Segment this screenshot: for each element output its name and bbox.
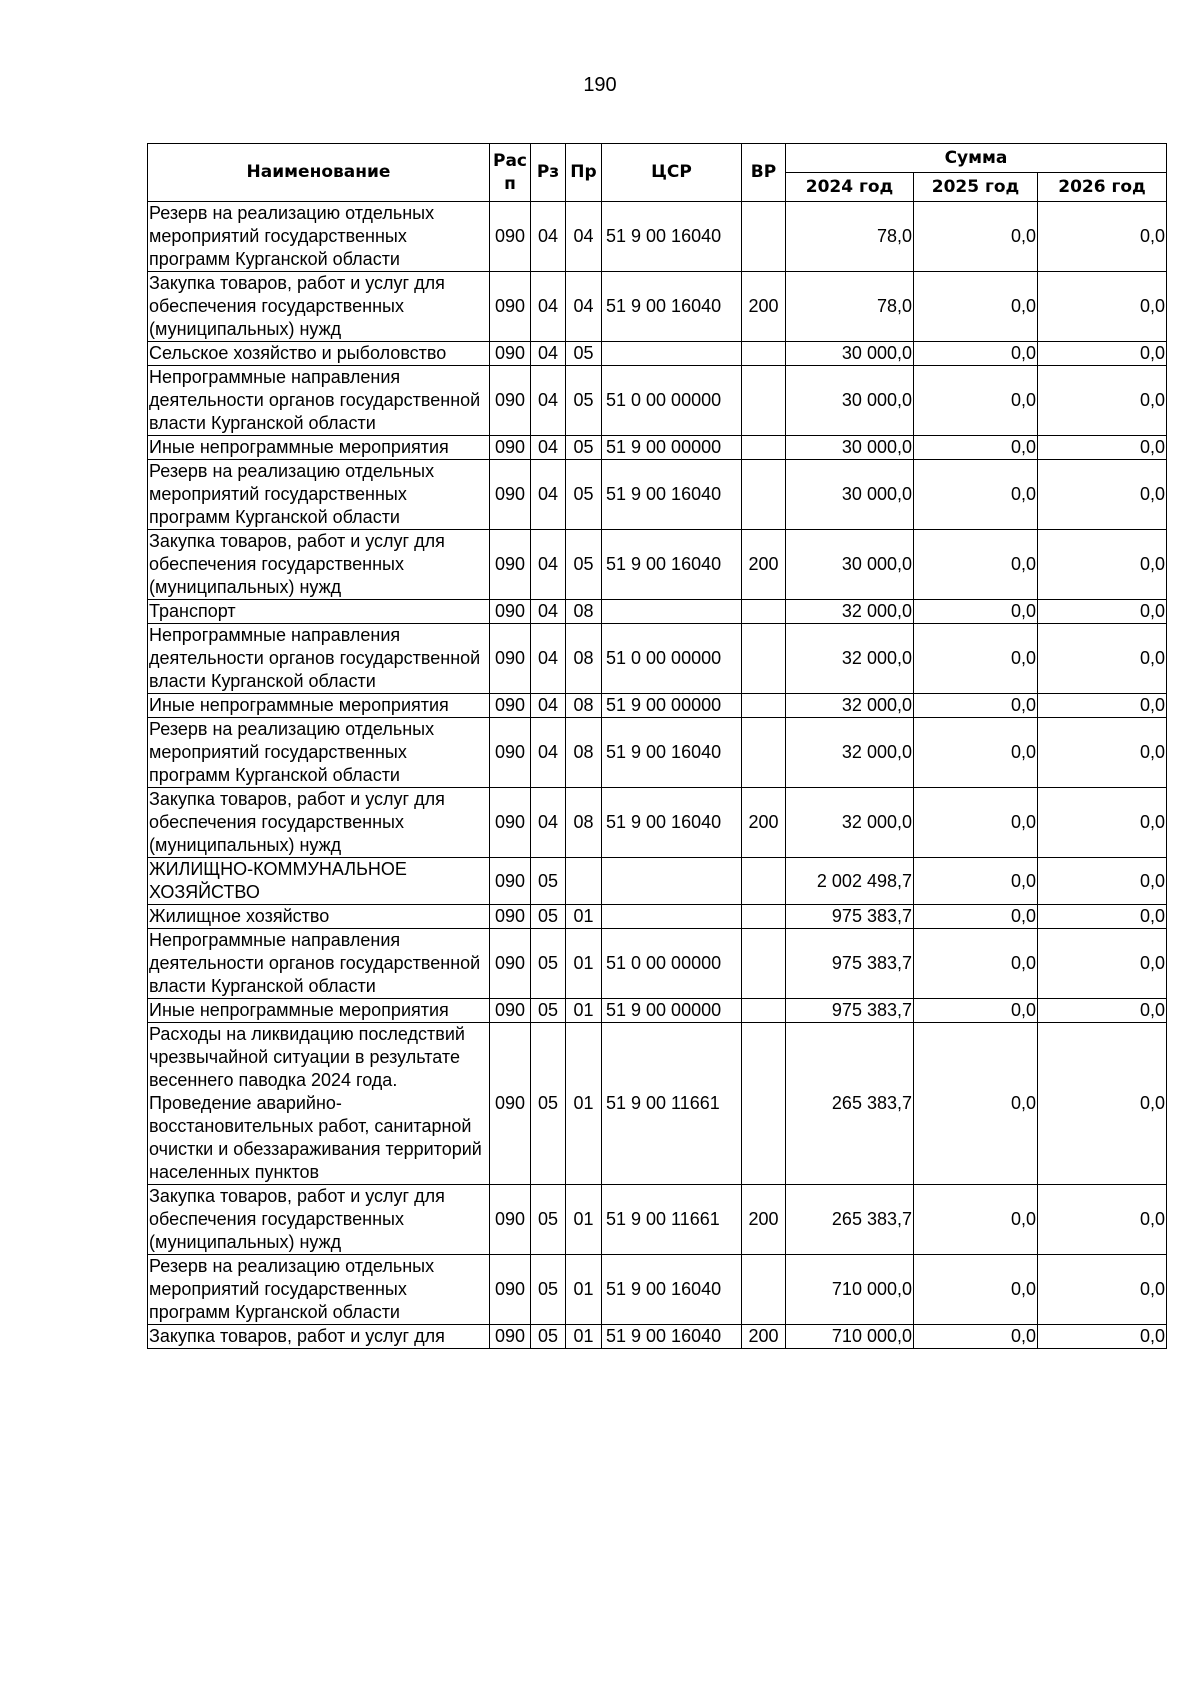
cell-pr: 01 bbox=[566, 1023, 602, 1185]
cell-2024: 30 000,0 bbox=[786, 342, 914, 366]
header-rasp: Рас п bbox=[490, 144, 531, 202]
cell-name: Закупка товаров, работ и услуг для bbox=[148, 1325, 490, 1349]
cell-rasp: 090 bbox=[490, 929, 531, 999]
cell-vr: 200 bbox=[742, 1325, 786, 1349]
cell-pr: 05 bbox=[566, 366, 602, 436]
cell-csr: 51 9 00 16040 bbox=[602, 1325, 742, 1349]
cell-csr: 51 9 00 11661 bbox=[602, 1185, 742, 1255]
cell-csr: 51 9 00 16040 bbox=[602, 202, 742, 272]
cell-2025: 0,0 bbox=[914, 272, 1038, 342]
cell-2025: 0,0 bbox=[914, 999, 1038, 1023]
cell-2026: 0,0 bbox=[1038, 1023, 1167, 1185]
cell-name: Сельское хозяйство и рыболовство bbox=[148, 342, 490, 366]
cell-pr: 08 bbox=[566, 694, 602, 718]
cell-2025: 0,0 bbox=[914, 460, 1038, 530]
cell-name: Иные непрограммные мероприятия bbox=[148, 694, 490, 718]
table-row bbox=[148, 366, 1167, 436]
table-body bbox=[148, 202, 1167, 1349]
cell-name: Расходы на ликвидацию последствий чрезвычайной ситуации в результате весеннего паводка 2024 года. Проведение аварийно-восстановительных работ, санитарной очистки и обеззараживания территорий населенных пунктов bbox=[148, 1023, 490, 1185]
cell-csr: 51 0 00 00000 bbox=[602, 366, 742, 436]
cell-2024: 32 000,0 bbox=[786, 788, 914, 858]
cell-name: Непрограммные направления деятельности органов государственной власти Курганской области bbox=[148, 929, 490, 999]
cell-rasp: 090 bbox=[490, 202, 531, 272]
cell-name: Резерв на реализацию отдельных мероприятий государственных программ Курганской области bbox=[148, 1255, 490, 1325]
cell-pr bbox=[566, 858, 602, 905]
table-row bbox=[148, 694, 1167, 718]
cell-2024: 32 000,0 bbox=[786, 694, 914, 718]
cell-csr bbox=[602, 342, 742, 366]
cell-name: ЖИЛИЩНО-КОММУНАЛЬНОЕ ХОЗЯЙСТВО bbox=[148, 858, 490, 905]
cell-2026: 0,0 bbox=[1038, 272, 1167, 342]
header-name: Наименование bbox=[148, 144, 490, 202]
cell-csr bbox=[602, 600, 742, 624]
header-vr: ВР bbox=[742, 144, 786, 202]
cell-rasp: 090 bbox=[490, 1325, 531, 1349]
cell-rz: 04 bbox=[531, 530, 566, 600]
cell-2026: 0,0 bbox=[1038, 460, 1167, 530]
cell-2026: 0,0 bbox=[1038, 929, 1167, 999]
cell-rasp: 090 bbox=[490, 460, 531, 530]
cell-name: Резерв на реализацию отдельных мероприятий государственных программ Курганской области bbox=[148, 718, 490, 788]
cell-2026: 0,0 bbox=[1038, 342, 1167, 366]
table-row bbox=[148, 272, 1167, 342]
cell-2024: 2 002 498,7 bbox=[786, 858, 914, 905]
cell-2025: 0,0 bbox=[914, 1255, 1038, 1325]
cell-2025: 0,0 bbox=[914, 1023, 1038, 1185]
table-row bbox=[148, 624, 1167, 694]
cell-2026: 0,0 bbox=[1038, 694, 1167, 718]
cell-name: Иные непрограммные мероприятия bbox=[148, 999, 490, 1023]
cell-2026: 0,0 bbox=[1038, 624, 1167, 694]
cell-pr: 04 bbox=[566, 272, 602, 342]
cell-2026: 0,0 bbox=[1038, 366, 1167, 436]
cell-2024: 265 383,7 bbox=[786, 1023, 914, 1185]
cell-name: Закупка товаров, работ и услуг для обеспечения государственных (муниципальных) нужд bbox=[148, 788, 490, 858]
cell-2026: 0,0 bbox=[1038, 905, 1167, 929]
table-row bbox=[148, 1023, 1167, 1185]
cell-vr bbox=[742, 202, 786, 272]
cell-2025: 0,0 bbox=[914, 788, 1038, 858]
table-row bbox=[148, 342, 1167, 366]
table-row bbox=[148, 999, 1167, 1023]
cell-rasp: 090 bbox=[490, 366, 531, 436]
cell-2025: 0,0 bbox=[914, 694, 1038, 718]
cell-2026: 0,0 bbox=[1038, 202, 1167, 272]
cell-vr: 200 bbox=[742, 788, 786, 858]
table-row bbox=[148, 600, 1167, 624]
cell-rasp: 090 bbox=[490, 600, 531, 624]
table-row bbox=[148, 905, 1167, 929]
cell-rz: 04 bbox=[531, 272, 566, 342]
cell-2025: 0,0 bbox=[914, 202, 1038, 272]
cell-vr bbox=[742, 858, 786, 905]
cell-2024: 32 000,0 bbox=[786, 718, 914, 788]
cell-name: Непрограммные направления деятельности органов государственной власти Курганской области bbox=[148, 624, 490, 694]
cell-2024: 30 000,0 bbox=[786, 366, 914, 436]
cell-2024: 710 000,0 bbox=[786, 1325, 914, 1349]
cell-csr: 51 9 00 16040 bbox=[602, 460, 742, 530]
table-header bbox=[148, 144, 1167, 202]
cell-name: Закупка товаров, работ и услуг для обеспечения государственных (муниципальных) нужд bbox=[148, 530, 490, 600]
cell-name: Резерв на реализацию отдельных мероприятий государственных программ Курганской области bbox=[148, 202, 490, 272]
cell-2024: 78,0 bbox=[786, 202, 914, 272]
table-row bbox=[148, 436, 1167, 460]
cell-csr: 51 9 00 16040 bbox=[602, 1255, 742, 1325]
cell-2026: 0,0 bbox=[1038, 600, 1167, 624]
cell-vr bbox=[742, 999, 786, 1023]
cell-pr: 08 bbox=[566, 718, 602, 788]
cell-2025: 0,0 bbox=[914, 1325, 1038, 1349]
cell-pr: 01 bbox=[566, 905, 602, 929]
cell-2025: 0,0 bbox=[914, 718, 1038, 788]
cell-csr: 51 9 00 00000 bbox=[602, 999, 742, 1023]
cell-2026: 0,0 bbox=[1038, 858, 1167, 905]
cell-rz: 04 bbox=[531, 436, 566, 460]
cell-rz: 04 bbox=[531, 366, 566, 436]
table-row bbox=[148, 929, 1167, 999]
cell-rasp: 090 bbox=[490, 718, 531, 788]
cell-2024: 710 000,0 bbox=[786, 1255, 914, 1325]
cell-vr bbox=[742, 460, 786, 530]
cell-rz: 05 bbox=[531, 905, 566, 929]
cell-vr bbox=[742, 929, 786, 999]
cell-pr: 01 bbox=[566, 1255, 602, 1325]
cell-pr: 08 bbox=[566, 600, 602, 624]
cell-rz: 05 bbox=[531, 929, 566, 999]
cell-2025: 0,0 bbox=[914, 530, 1038, 600]
cell-2026: 0,0 bbox=[1038, 436, 1167, 460]
cell-vr: 200 bbox=[742, 1185, 786, 1255]
cell-vr bbox=[742, 624, 786, 694]
cell-vr bbox=[742, 1023, 786, 1185]
cell-rasp: 090 bbox=[490, 624, 531, 694]
cell-rz: 05 bbox=[531, 858, 566, 905]
cell-rz: 04 bbox=[531, 788, 566, 858]
cell-2024: 32 000,0 bbox=[786, 600, 914, 624]
cell-rasp: 090 bbox=[490, 905, 531, 929]
header-year-2025: 2025 год bbox=[914, 173, 1038, 202]
cell-name: Иные непрограммные мероприятия bbox=[148, 436, 490, 460]
cell-csr: 51 9 00 11661 bbox=[602, 1023, 742, 1185]
cell-2026: 0,0 bbox=[1038, 1325, 1167, 1349]
cell-rz: 04 bbox=[531, 694, 566, 718]
table-row bbox=[148, 788, 1167, 858]
cell-csr bbox=[602, 858, 742, 905]
table-row bbox=[148, 1185, 1167, 1255]
cell-csr: 51 9 00 16040 bbox=[602, 788, 742, 858]
cell-rasp: 090 bbox=[490, 999, 531, 1023]
cell-2025: 0,0 bbox=[914, 436, 1038, 460]
cell-pr: 05 bbox=[566, 342, 602, 366]
cell-2025: 0,0 bbox=[914, 905, 1038, 929]
cell-vr bbox=[742, 718, 786, 788]
cell-rasp: 090 bbox=[490, 1185, 531, 1255]
cell-name: Закупка товаров, работ и услуг для обеспечения государственных (муниципальных) нужд bbox=[148, 1185, 490, 1255]
cell-2026: 0,0 bbox=[1038, 530, 1167, 600]
cell-csr: 51 9 00 16040 bbox=[602, 718, 742, 788]
cell-rz: 04 bbox=[531, 460, 566, 530]
cell-name: Закупка товаров, работ и услуг для обеспечения государственных (муниципальных) нужд bbox=[148, 272, 490, 342]
cell-name: Жилищное хозяйство bbox=[148, 905, 490, 929]
cell-vr bbox=[742, 905, 786, 929]
cell-vr: 200 bbox=[742, 272, 786, 342]
page-number: 190 bbox=[583, 74, 617, 96]
cell-rasp: 090 bbox=[490, 694, 531, 718]
cell-2025: 0,0 bbox=[914, 1185, 1038, 1255]
cell-rz: 05 bbox=[531, 1023, 566, 1185]
cell-2025: 0,0 bbox=[914, 929, 1038, 999]
cell-vr bbox=[742, 694, 786, 718]
cell-vr bbox=[742, 366, 786, 436]
cell-pr: 01 bbox=[566, 1185, 602, 1255]
cell-2026: 0,0 bbox=[1038, 1255, 1167, 1325]
table-row bbox=[148, 1325, 1167, 1349]
cell-csr: 51 0 00 00000 bbox=[602, 929, 742, 999]
cell-name: Транспорт bbox=[148, 600, 490, 624]
cell-2026: 0,0 bbox=[1038, 718, 1167, 788]
cell-rasp: 090 bbox=[490, 1023, 531, 1185]
cell-pr: 05 bbox=[566, 530, 602, 600]
cell-2024: 32 000,0 bbox=[786, 624, 914, 694]
cell-2024: 30 000,0 bbox=[786, 436, 914, 460]
cell-rz: 04 bbox=[531, 718, 566, 788]
cell-rasp: 090 bbox=[490, 436, 531, 460]
cell-rz: 05 bbox=[531, 999, 566, 1023]
cell-rasp: 090 bbox=[490, 1255, 531, 1325]
cell-2025: 0,0 bbox=[914, 600, 1038, 624]
header-sum: Сумма bbox=[786, 144, 1167, 173]
table-row bbox=[148, 202, 1167, 272]
cell-rasp: 090 bbox=[490, 342, 531, 366]
table-row bbox=[148, 718, 1167, 788]
cell-name: Непрограммные направления деятельности органов государственной власти Курганской области bbox=[148, 366, 490, 436]
cell-csr bbox=[602, 905, 742, 929]
cell-pr: 05 bbox=[566, 436, 602, 460]
cell-vr bbox=[742, 342, 786, 366]
header-pr: Пр bbox=[566, 144, 602, 202]
cell-pr: 04 bbox=[566, 202, 602, 272]
cell-2026: 0,0 bbox=[1038, 1185, 1167, 1255]
cell-pr: 01 bbox=[566, 1325, 602, 1349]
cell-2024: 265 383,7 bbox=[786, 1185, 914, 1255]
header-year-2024: 2024 год bbox=[786, 173, 914, 202]
cell-rz: 05 bbox=[531, 1255, 566, 1325]
cell-2024: 30 000,0 bbox=[786, 460, 914, 530]
cell-2024: 78,0 bbox=[786, 272, 914, 342]
cell-2026: 0,0 bbox=[1038, 788, 1167, 858]
cell-2024: 975 383,7 bbox=[786, 929, 914, 999]
cell-vr: 200 bbox=[742, 530, 786, 600]
cell-pr: 08 bbox=[566, 624, 602, 694]
cell-pr: 01 bbox=[566, 929, 602, 999]
cell-pr: 01 bbox=[566, 999, 602, 1023]
cell-csr: 51 0 00 00000 bbox=[602, 624, 742, 694]
cell-csr: 51 9 00 00000 bbox=[602, 694, 742, 718]
cell-rz: 04 bbox=[531, 342, 566, 366]
cell-2025: 0,0 bbox=[914, 342, 1038, 366]
cell-2026: 0,0 bbox=[1038, 999, 1167, 1023]
header-csr: ЦСР bbox=[602, 144, 742, 202]
cell-vr bbox=[742, 1255, 786, 1325]
cell-csr: 51 9 00 16040 bbox=[602, 530, 742, 600]
budget-table bbox=[147, 143, 1167, 1349]
cell-2024: 975 383,7 bbox=[786, 905, 914, 929]
table-row bbox=[148, 530, 1167, 600]
table-row bbox=[148, 460, 1167, 530]
cell-rasp: 090 bbox=[490, 858, 531, 905]
header-year-2026: 2026 год bbox=[1038, 173, 1167, 202]
cell-2024: 30 000,0 bbox=[786, 530, 914, 600]
cell-2025: 0,0 bbox=[914, 624, 1038, 694]
cell-vr bbox=[742, 436, 786, 460]
header-rz: Рз bbox=[531, 144, 566, 202]
cell-2024: 975 383,7 bbox=[786, 999, 914, 1023]
cell-2025: 0,0 bbox=[914, 858, 1038, 905]
cell-rasp: 090 bbox=[490, 788, 531, 858]
cell-name: Резерв на реализацию отдельных мероприятий государственных программ Курганской области bbox=[148, 460, 490, 530]
cell-rz: 04 bbox=[531, 600, 566, 624]
cell-rz: 04 bbox=[531, 624, 566, 694]
cell-rasp: 090 bbox=[490, 272, 531, 342]
cell-pr: 05 bbox=[566, 460, 602, 530]
cell-rz: 04 bbox=[531, 202, 566, 272]
table-row bbox=[148, 1255, 1167, 1325]
cell-rasp: 090 bbox=[490, 530, 531, 600]
cell-csr: 51 9 00 00000 bbox=[602, 436, 742, 460]
table-row bbox=[148, 858, 1167, 905]
cell-2025: 0,0 bbox=[914, 366, 1038, 436]
cell-vr bbox=[742, 600, 786, 624]
cell-rz: 05 bbox=[531, 1185, 566, 1255]
cell-rz: 05 bbox=[531, 1325, 566, 1349]
cell-csr: 51 9 00 16040 bbox=[602, 272, 742, 342]
cell-pr: 08 bbox=[566, 788, 602, 858]
